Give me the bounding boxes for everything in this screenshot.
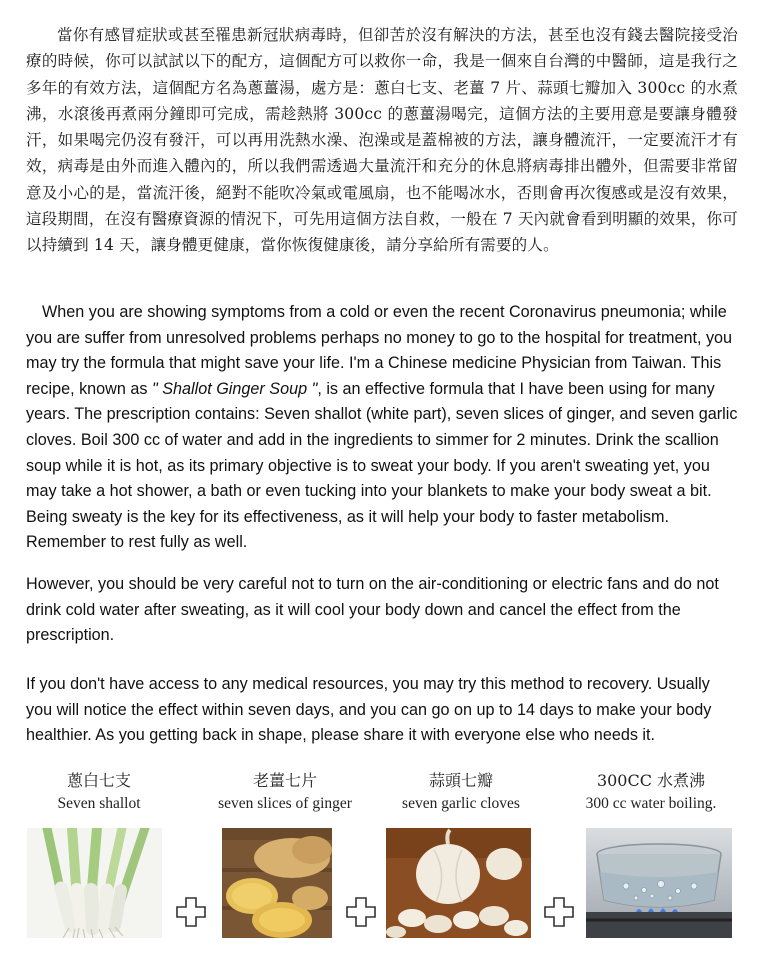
plus-icon [345, 896, 377, 928]
english-p1-after: , is an effective formula that I have been using for many years. The prescription contains: Seven shallot (white part), seven slices of ginger, and seven garlic cloves. Boil 300 cc of water and add in the ingredients to simmer for 2 minutes. Drink the scallion soup while it is hot, as its primary objective is to sweat your body. If you aren't sweating yet, you may take a hot shower, a bath or even tucking into your blankets to make your body sweat a bit. Being sweaty is the key for its effectiveness, as it will help your body to faster metabolism. Remember to rest fully as well. [26, 379, 738, 552]
english-paragraph-2: However, you should be very careful not to turn on the air-conditioning or electric fans and do not drink cold water after sweating, as it will cool your body down and cancel the effect from the prescription. [26, 575, 719, 645]
caption-zh: 300CC 水煮沸 [596, 771, 706, 790]
caption-shallot [4, 770, 194, 816]
caption-en: seven garlic cloves [402, 795, 520, 812]
plus-icon [175, 896, 207, 928]
caption-ginger [190, 770, 380, 816]
caption-zh: 老薑七片 [252, 771, 317, 790]
caption-zh: 蔥白七支 [66, 771, 131, 790]
boiling-water-photo [586, 828, 732, 938]
caption-water [556, 770, 746, 816]
english-paragraph-3: If you don't have access to any medical resources, you may try this method to recovery. Usually you will notice the effect within seven days, and you can go on up to 14 days to make your body healthier. As you getting back in shape, please share it with everyone else who needs it. [26, 675, 712, 745]
plus-icon [543, 896, 575, 928]
caption-en: Seven shallot [57, 795, 141, 812]
english-paragraph-1 [26, 300, 738, 556]
caption-garlic [366, 770, 556, 816]
garlic-photo [386, 828, 531, 938]
caption-zh: 蒜頭七瓣 [428, 771, 493, 790]
chinese-paragraph: 當你有感冒症狀或甚至罹患新冠狀病毒時，但卻苦於沒有解決的方法，甚至也沒有錢去醫院接受治療的時候，你可以試試以下的配方，這個配方可以救你一命，我是一個來自台灣的中醫師，這是我行之多年的有效方法，這個配方名為蔥薑湯，處方是：蔥白七支、老薑 7 片、蒜頭七瓣加入 300cc 的水煮沸，水滾後再煮兩分鐘即可完成，需趁熱將 300cc 的蔥薑湯喝完，這個方法的主要用意是要讓身體發汗，如果喝完仍沒有發汗，可以再用洗熱水澡、泡澡或是蓋棉被的方法，讓身體流汗，一定要流汗才有效，病毒是由外而進入體內的，所以我們需透過大量流汗和充分的休息將病毒排出體外，但需要非常留意及小心的是，當流汗後，絕對不能吹冷氣或電風扇，也不能喝冰水，否則會再次復感或是沒有效果，這段期間，在沒有醫療資源的情況下，可先用這個方法自救，一般在 7 天內就會看到明顯的效果，你可以持續到 14 天，讓身體更健康，當你恢復健康後，請分享給所有需要的人。 [26, 26, 738, 255]
caption-en: seven slices of ginger [218, 795, 352, 812]
ginger-photo [222, 828, 332, 938]
english-p1-before: When you are showing symptoms from a cold or even the recent Coronavirus pneumonia; while you are suffer from unresolved problems perhaps no money to go to the hospital for treatment, you may try the formula that might save your life. I'm a Chinese medicine Physician from Taiwan. This recipe, known as [26, 303, 733, 398]
recipe-name: " Shallot Ginger Soup " [151, 379, 318, 398]
shallot-photo [27, 828, 162, 938]
ingredient-captions [0, 770, 760, 820]
caption-en: 300 cc water boiling. [585, 795, 717, 812]
